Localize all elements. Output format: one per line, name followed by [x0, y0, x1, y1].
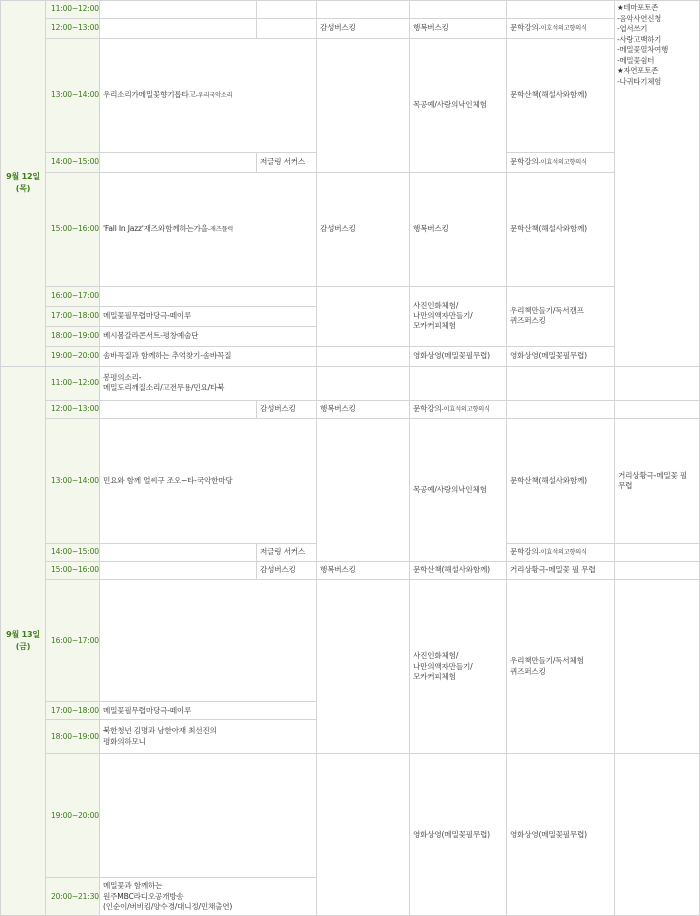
event-cell: 감성버스킹 — [257, 400, 317, 418]
time-cell: 20:00~21:30 — [46, 878, 100, 916]
event-cell: 문학산책(해설사와함께) — [507, 418, 615, 544]
event-cell: 메밀꽃필무렵마당극-떼이루 — [100, 702, 317, 720]
event-cell: 문학강의-이호석의고향의식 — [507, 19, 615, 39]
table-row — [1, 346, 700, 366]
list-item: -음악사연신청 — [617, 13, 662, 23]
event-cell: 감성버스킹 — [317, 19, 410, 39]
event-cell: 메밀꽃과 함께하는 원주MBC라디오공개방송 (인순이/버비킴/양수경/대니정/민채출연) — [100, 878, 317, 916]
event-cell: 솜바꼭질과 함께하는 추억찾기-솜바꼭질 — [100, 346, 317, 366]
table-row — [1, 580, 700, 702]
event-cell: 감성버스킹 — [257, 562, 317, 580]
movie-cell: 영화상영(메밀꽃필무렵) — [507, 346, 615, 366]
event-cell: 민요와 함께 얼씨구 조오~타-국악한마당 — [100, 418, 317, 544]
book-cell: 우리책만들기/독서체험 퀴즈퍼스킹 — [507, 580, 615, 754]
table-row — [1, 1, 700, 19]
time-cell: 13:00~14:00 — [46, 418, 100, 544]
time-cell: 14:00~15:00 — [46, 152, 100, 172]
event-cell: 거리상황극-메밀꽃 필 무렵 — [615, 418, 700, 544]
event-cell: 행복버스킹 — [410, 172, 507, 286]
event-cell: 문학강의-이효석의고향의식 — [507, 152, 615, 172]
time-cell: 17:00~18:00 — [46, 306, 100, 326]
time-cell: 14:00~15:00 — [46, 544, 100, 562]
event-cell: 문학산책(해설사와함께) — [507, 172, 615, 286]
event-cell: 목공예/사랑의낙인체험 — [410, 39, 507, 173]
list-item: ★자연포토존 — [617, 66, 659, 76]
list-item: -메밀꽃쉼터 — [617, 55, 655, 65]
day-cell — [1, 366, 46, 916]
book-cell: 우리책만들기/독서캠프 퀴즈퍼스킹 — [507, 286, 615, 346]
table-row — [1, 286, 700, 306]
movie-cell: 영화상영(메밀꽃필무렵) — [410, 346, 507, 366]
event-cell: 문학산책(해설사와함께) — [507, 39, 615, 153]
time-cell: 16:00~17:00 — [46, 580, 100, 702]
event-cell: 문학강의-이효석의고향의식 — [507, 544, 615, 562]
time-cell: 16:00~17:00 — [46, 286, 100, 306]
time-cell: 12:00~13:00 — [46, 19, 100, 39]
event-cell: 행복버스킹 — [317, 562, 410, 580]
photo-zone-list — [615, 1, 700, 367]
event-cell: 베시봄갈라콘서트-평창예술단 — [100, 326, 317, 346]
table-row — [1, 562, 700, 580]
day-weekday: (목) — [15, 184, 31, 194]
time-cell: 13:00~14:00 — [46, 39, 100, 153]
event-cell: 목공예/사랑의낙인체험 — [410, 418, 507, 562]
event-cell: 거리상황극-메밀꽃 필 무렵 — [507, 562, 615, 580]
day-date: 9월 13일 — [6, 629, 40, 639]
day-weekday: (금) — [15, 641, 31, 651]
time-cell: 19:00~20:00 — [46, 754, 100, 878]
list-item: -엽서쓰기 — [617, 24, 648, 34]
event-cell: 문학강의-이효석의고향의식 — [410, 400, 507, 418]
event-cell: 문학산책(해설사와함께) — [410, 562, 507, 580]
event-cell: 감성버스킹 — [317, 172, 410, 286]
table-row — [1, 418, 700, 544]
time-cell: 18:00~19:00 — [46, 720, 100, 754]
time-cell: 15:00~16:00 — [46, 172, 100, 286]
time-cell: 19:00~20:00 — [46, 346, 100, 366]
list-item: -나귀타기체험 — [617, 76, 662, 86]
event-cell: 저글링 서커스 — [257, 544, 317, 562]
time-cell: 11:00~12:00 — [46, 1, 100, 19]
list-item: ★테마포토존 — [617, 3, 659, 12]
table-row — [1, 400, 700, 418]
event-cell: 봉평의소리- 메밀도리깨질소리/고전무용/민요/타북 — [100, 366, 317, 400]
table-row — [1, 19, 700, 39]
time-cell: 17:00~18:00 — [46, 702, 100, 720]
table-row — [1, 39, 700, 153]
table-row — [1, 172, 700, 286]
table-row — [1, 754, 700, 878]
event-cell: 메밀꽃필무렵마당극-떼이루 — [100, 306, 317, 326]
time-cell: 12:00~13:00 — [46, 400, 100, 418]
event-cell: 우리소리가메밀꽃향기롭타고-우리국악소리 — [100, 39, 317, 153]
list-item: -메밀꽃열차여행 — [617, 45, 669, 55]
event-cell: 행복버스킹 — [410, 19, 507, 39]
movie-cell: 영화상영(메밀꽃필무렵) — [507, 754, 615, 916]
event-cell: 북한청년 김명과 남한아재 최선진의 평화의하모니 — [100, 720, 317, 754]
day-date: 9월 12일 — [6, 172, 40, 182]
time-cell: 15:00~16:00 — [46, 562, 100, 580]
time-cell: 18:00~19:00 — [46, 326, 100, 346]
workshop-cell: 사진인화체험/ 나만의액자만들기/ 모카커피체험 — [410, 286, 507, 346]
movie-cell: 영화상영(메밀꽃필무렵) — [410, 754, 507, 916]
day-cell — [1, 1, 46, 367]
event-cell: 저글링 서커스 — [257, 152, 317, 172]
list-item: -사랑고백하기 — [617, 34, 662, 44]
table-row — [1, 366, 700, 400]
event-cell: 행복버스킹 — [317, 400, 410, 418]
time-cell: 11:00~12:00 — [46, 366, 100, 400]
event-cell: 'Fall In Jazz'재즈와함께하는가을-재즈플럭 — [100, 172, 317, 286]
workshop-cell: 사진인화체험/ 나만의액자만들기/ 모카커피체험 — [410, 580, 507, 754]
